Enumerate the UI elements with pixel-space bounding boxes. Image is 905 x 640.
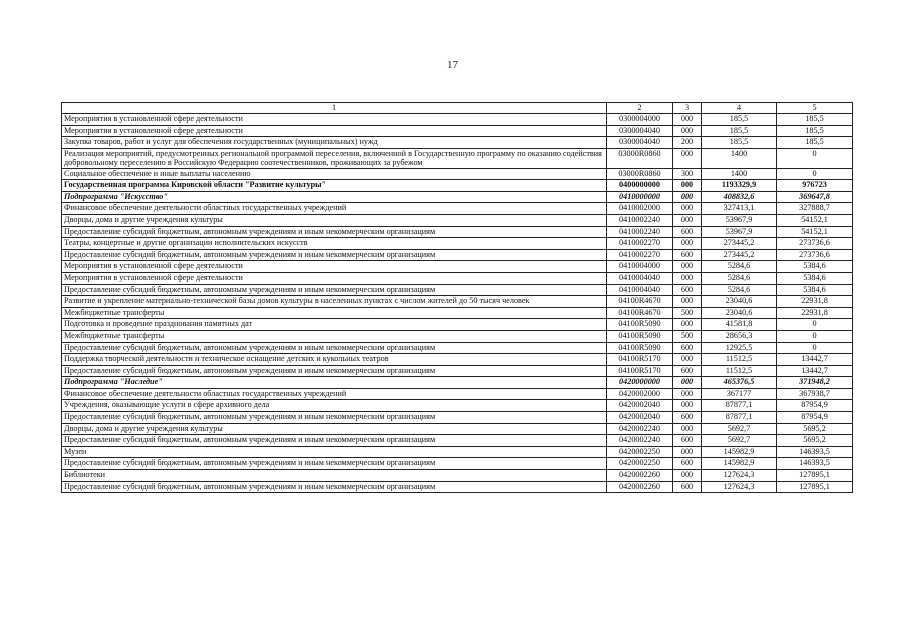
cell-name: Финансовое обеспечение деятельности областных государственных учреждений: [62, 388, 607, 400]
table-row: [62, 125, 853, 137]
cell-value-5: 5384,6: [777, 261, 853, 273]
cell-type: 000: [673, 148, 702, 168]
cell-value-5: 22931,8: [777, 296, 853, 308]
cell-value-5: 0: [777, 342, 853, 354]
cell-code: 0410002000: [607, 203, 673, 215]
table-row: [62, 388, 853, 400]
table-row: [62, 296, 853, 308]
cell-value-5: 5695,2: [777, 423, 853, 435]
cell-value-4: 145982,9: [702, 458, 777, 470]
cell-value-4: 5284,6: [702, 272, 777, 284]
table-row: [62, 249, 853, 261]
cell-value-5: 0: [777, 148, 853, 168]
cell-name: Межбюджетные трансферты: [62, 330, 607, 342]
cell-value-4: 11512,5: [702, 365, 777, 377]
cell-name: Предоставление субсидий бюджетным, автономным учреждениям и иным некоммерческим организациям: [62, 458, 607, 470]
cell-type: 000: [673, 400, 702, 412]
table-row: [62, 137, 853, 149]
cell-code: 04100R4670: [607, 296, 673, 308]
cell-value-4: 87877,1: [702, 400, 777, 412]
table-row: [62, 446, 853, 458]
table-row: [62, 470, 853, 482]
cell-code: 04100R5090: [607, 330, 673, 342]
cell-name: Дворцы, дома и другие учреждения культуры: [62, 423, 607, 435]
cell-code: 0420002040: [607, 412, 673, 424]
cell-name: Поддержка творческой деятельности и техническое оснащение детских и кукольных театров: [62, 354, 607, 366]
cell-name: Государственная программа Кировской области "Развитие культуры": [62, 180, 607, 192]
cell-value-5: 0: [777, 319, 853, 331]
cell-name: Развитие и укрепление материально-технической базы домов культуры в населенных пунктах с числом жителей до 50 тысяч человек: [62, 296, 607, 308]
cell-code: 0410002270: [607, 238, 673, 250]
cell-name: Учреждения, оказывающие услуги в сфере архивного дела: [62, 400, 607, 412]
cell-value-4: 23040,6: [702, 307, 777, 319]
table-row: [62, 481, 853, 493]
cell-value-4: 273445,2: [702, 238, 777, 250]
cell-value-4: 5692,7: [702, 423, 777, 435]
cell-type: 600: [673, 226, 702, 238]
cell-name: Предоставление субсидий бюджетным, автономным учреждениям и иным некоммерческим организациям: [62, 365, 607, 377]
cell-code: 0420000000: [607, 377, 673, 389]
cell-code: 0300004040: [607, 125, 673, 137]
cell-value-4: 11512,5: [702, 354, 777, 366]
cell-value-4: 5284,6: [702, 284, 777, 296]
cell-code: 04100R5090: [607, 319, 673, 331]
cell-name: Предоставление субсидий бюджетным, автономным учреждениям и иным некоммерческим организациям: [62, 342, 607, 354]
table-row: [62, 168, 853, 180]
cell-value-4: 273445,2: [702, 249, 777, 261]
cell-value-5: 13442,7: [777, 354, 853, 366]
cell-name: Предоставление субсидий бюджетным, автономным учреждениям и иным некоммерческим организациям: [62, 481, 607, 493]
cell-type: 000: [673, 238, 702, 250]
table-row: [62, 365, 853, 377]
cell-code: 0410004040: [607, 284, 673, 296]
cell-name: Дворцы, дома и другие учреждения культуры: [62, 214, 607, 226]
cell-value-5: 54152,1: [777, 214, 853, 226]
cell-value-5: 5384,6: [777, 284, 853, 296]
cell-value-5: 54152,1: [777, 226, 853, 238]
cell-type: 600: [673, 365, 702, 377]
table-row: [62, 238, 853, 250]
cell-value-5: 146393,5: [777, 458, 853, 470]
cell-name: Мероприятия в установленной сфере деятельности: [62, 114, 607, 126]
cell-type: 000: [673, 319, 702, 331]
cell-name: Финансовое обеспечение деятельности областных государственных учреждений: [62, 203, 607, 215]
cell-value-5: 976723: [777, 180, 853, 192]
cell-type: 000: [673, 272, 702, 284]
cell-code: 0420002260: [607, 481, 673, 493]
table-row: [62, 214, 853, 226]
cell-code: 0410004000: [607, 261, 673, 273]
table-row: [62, 180, 853, 192]
cell-value-5: 185,5: [777, 137, 853, 149]
cell-name: Мероприятия в установленной сфере деятельности: [62, 125, 607, 137]
cell-name: Библиотеки: [62, 470, 607, 482]
cell-value-5: 13442,7: [777, 365, 853, 377]
table-row: [62, 412, 853, 424]
cell-value-5: 273736,6: [777, 249, 853, 261]
cell-type: 000: [673, 296, 702, 308]
cell-value-4: 185,5: [702, 114, 777, 126]
cell-type: 000: [673, 470, 702, 482]
cell-value-5: 0: [777, 330, 853, 342]
table-row: [62, 203, 853, 215]
table-row: [62, 354, 853, 366]
cell-name: Межбюджетные трансферты: [62, 307, 607, 319]
cell-code: 04100R4670: [607, 307, 673, 319]
cell-code: 0420002240: [607, 435, 673, 447]
cell-code: 0420002240: [607, 423, 673, 435]
cell-code: 0400000000: [607, 180, 673, 192]
table-row: [62, 435, 853, 447]
cell-type: 600: [673, 284, 702, 296]
cell-name: Предоставление субсидий бюджетным, автономным учреждениям и иным некоммерческим организациям: [62, 412, 607, 424]
col-header-value-4: 4: [702, 103, 777, 114]
cell-name: Мероприятия в установленной сфере деятельности: [62, 272, 607, 284]
table-row: [62, 226, 853, 238]
cell-code: 0420002260: [607, 470, 673, 482]
page-number: 17: [447, 59, 458, 71]
cell-value-4: 185,5: [702, 125, 777, 137]
table-body: [62, 114, 853, 493]
cell-value-5: 371948,2: [777, 377, 853, 389]
cell-value-5: 87954,9: [777, 400, 853, 412]
cell-type: 000: [673, 388, 702, 400]
cell-value-4: 1400: [702, 148, 777, 168]
cell-value-4: 1400: [702, 168, 777, 180]
budget-table: [61, 102, 853, 493]
cell-type: 000: [673, 354, 702, 366]
cell-value-5: 273736,6: [777, 238, 853, 250]
cell-type: 500: [673, 330, 702, 342]
cell-code: 0410004040: [607, 272, 673, 284]
cell-value-4: 5284,6: [702, 261, 777, 273]
cell-value-5: 5695,2: [777, 435, 853, 447]
cell-code: 0420002250: [607, 446, 673, 458]
cell-value-4: 327413,1: [702, 203, 777, 215]
cell-name: Закупка товаров, работ и услуг для обеспечения государственных (муниципальных) нужд: [62, 137, 607, 149]
cell-value-5: 185,5: [777, 125, 853, 137]
table-row: [62, 114, 853, 126]
cell-type: 000: [673, 261, 702, 273]
cell-name: Предоставление субсидий бюджетным, автономным учреждениям и иным некоммерческим организациям: [62, 435, 607, 447]
table-row: [62, 261, 853, 273]
col-header-code: 2: [607, 103, 673, 114]
cell-value-5: 127895,1: [777, 470, 853, 482]
cell-type: 000: [673, 191, 702, 203]
cell-type: 500: [673, 307, 702, 319]
cell-value-4: 5692,7: [702, 435, 777, 447]
table-row: [62, 400, 853, 412]
cell-type: 600: [673, 481, 702, 493]
cell-code: 04100R5170: [607, 365, 673, 377]
cell-type: 000: [673, 214, 702, 226]
cell-name: Музеи: [62, 446, 607, 458]
cell-type: 000: [673, 377, 702, 389]
cell-name: Мероприятия в установленной сфере деятельности: [62, 261, 607, 273]
cell-value-4: 185,5: [702, 137, 777, 149]
table-row: [62, 377, 853, 389]
table-row: [62, 458, 853, 470]
cell-value-5: 0: [777, 168, 853, 180]
table-row: [62, 319, 853, 331]
cell-code: 0410002240: [607, 214, 673, 226]
col-header-type: 3: [673, 103, 702, 114]
table-row: [62, 272, 853, 284]
cell-type: 600: [673, 458, 702, 470]
cell-type: 000: [673, 125, 702, 137]
cell-value-5: 369647,8: [777, 191, 853, 203]
cell-value-5: 327888,7: [777, 203, 853, 215]
cell-name: Подготовка и проведение празднования памятных дат: [62, 319, 607, 331]
table-row: [62, 284, 853, 296]
cell-name: Предоставление субсидий бюджетным, автономным учреждениям и иным некоммерческим организациям: [62, 284, 607, 296]
cell-code: 0420002250: [607, 458, 673, 470]
cell-value-4: 145982,9: [702, 446, 777, 458]
cell-code: 0300004040: [607, 137, 673, 149]
cell-code: 0300004000: [607, 114, 673, 126]
table-row: [62, 148, 853, 168]
cell-type: 200: [673, 137, 702, 149]
cell-code: 0420002040: [607, 400, 673, 412]
cell-value-4: 127624,3: [702, 470, 777, 482]
cell-name: Социальное обеспечение и иные выплаты населению: [62, 168, 607, 180]
cell-value-4: 12925,5: [702, 342, 777, 354]
cell-value-4: 28656,3: [702, 330, 777, 342]
table-row: [62, 307, 853, 319]
cell-name: Предоставление субсидий бюджетным, автономным учреждениям и иным некоммерческим организациям: [62, 226, 607, 238]
cell-code: 0410002240: [607, 226, 673, 238]
cell-name: Реализация мероприятий, предусмотренных региональной программой переселения, включенной в Государственную программу по оказанию содействия добровольному переселению в Российскую Федерацию соотечественников, проживающих за рубежом: [62, 148, 607, 168]
cell-name: Подпрограмма "Наследие": [62, 377, 607, 389]
cell-type: 000: [673, 423, 702, 435]
cell-value-4: 408832,6: [702, 191, 777, 203]
cell-value-5: 5384,6: [777, 272, 853, 284]
cell-type: 300: [673, 168, 702, 180]
cell-type: 600: [673, 435, 702, 447]
cell-type: 000: [673, 180, 702, 192]
cell-value-4: 367177: [702, 388, 777, 400]
table-row: [62, 342, 853, 354]
cell-name: Театры, концертные и другие организации исполнительских искусств: [62, 238, 607, 250]
cell-value-4: 87877,1: [702, 412, 777, 424]
cell-value-5: 22931,8: [777, 307, 853, 319]
cell-code: 03000R0860: [607, 148, 673, 168]
table-header-row: [62, 103, 853, 114]
cell-type: 600: [673, 249, 702, 261]
cell-type: 600: [673, 412, 702, 424]
cell-code: 03000R0860: [607, 168, 673, 180]
cell-value-4: 53967,9: [702, 226, 777, 238]
cell-code: 0410002270: [607, 249, 673, 261]
table-row: [62, 330, 853, 342]
cell-type: 600: [673, 342, 702, 354]
cell-value-5: 87954,9: [777, 412, 853, 424]
cell-value-4: 53967,9: [702, 214, 777, 226]
cell-value-5: 185,5: [777, 114, 853, 126]
cell-value-5: 146393,5: [777, 446, 853, 458]
table-row: [62, 191, 853, 203]
cell-type: 000: [673, 114, 702, 126]
cell-name: Предоставление субсидий бюджетным, автономным учреждениям и иным некоммерческим организациям: [62, 249, 607, 261]
cell-type: 000: [673, 203, 702, 215]
cell-value-5: 367938,7: [777, 388, 853, 400]
cell-value-4: 23040,6: [702, 296, 777, 308]
cell-value-4: 41581,8: [702, 319, 777, 331]
cell-value-4: 1193329,9: [702, 180, 777, 192]
cell-name: Подпрограмма "Искусство": [62, 191, 607, 203]
cell-value-4: 127624,3: [702, 481, 777, 493]
col-header-value-5: 5: [777, 103, 853, 114]
cell-value-4: 465376,5: [702, 377, 777, 389]
cell-code: 0420002000: [607, 388, 673, 400]
cell-code: 04100R5090: [607, 342, 673, 354]
cell-code: 0410000000: [607, 191, 673, 203]
cell-value-5: 127895,1: [777, 481, 853, 493]
cell-code: 04100R5170: [607, 354, 673, 366]
table-row: [62, 423, 853, 435]
cell-type: 000: [673, 446, 702, 458]
col-header-name: 1: [62, 103, 607, 114]
